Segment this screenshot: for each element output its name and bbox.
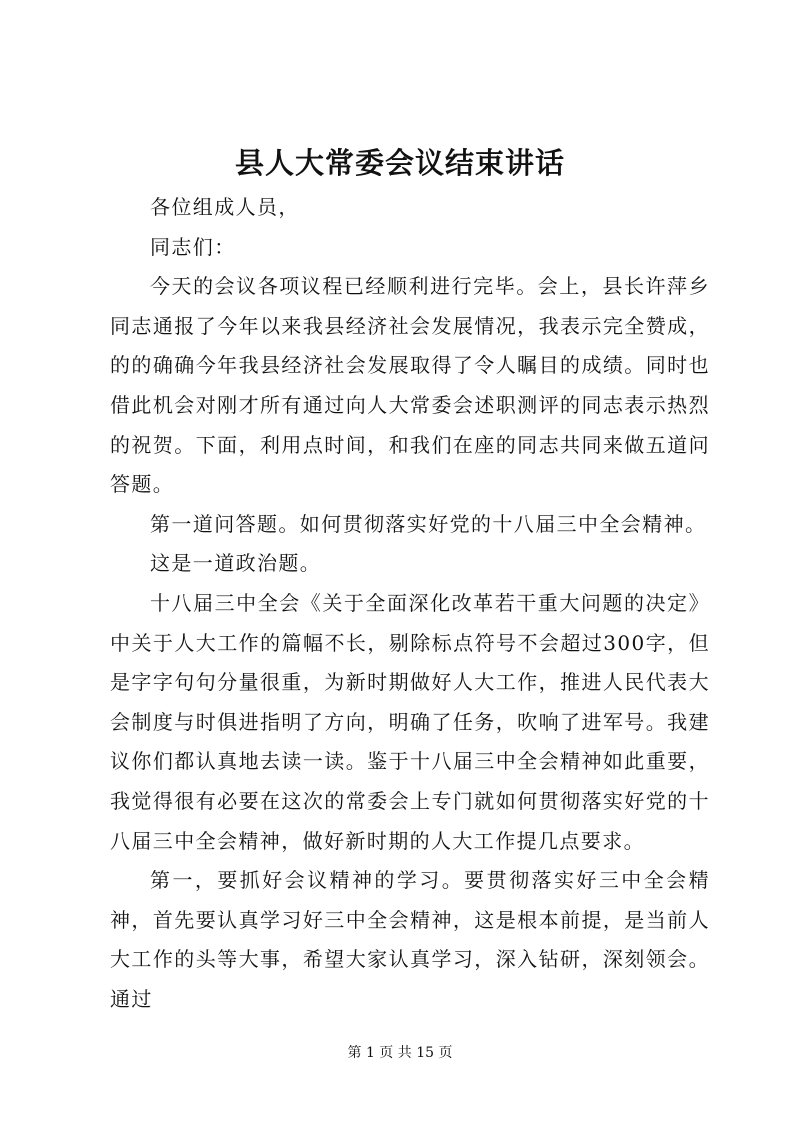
document-body [110,188,710,1019]
body-paragraph: 今天的会议各项议程已经顺利进行完毕。会上，县长许萍乡同志通报了今年以来我县经济社会发展情况，我表示完全赞成，的的确确今年我县经济社会发展取得了令人瞩目的成绩。同时也借此机会对刚才所有通过向人大常委会述职测评的同志表示热烈的祝贺。下面，利用点时间，和我们在座的同志共同来做五道问答题。 [110,274,710,497]
body-paragraph: 这是一道政治题。 [150,551,322,576]
salutation-paragraph: 各位组成人员， [150,195,300,219]
document-title: 县人大常委会议结束讲话 [234,146,565,180]
salutation-paragraph: 同志们： [150,234,236,259]
body-paragraph: 十八届三中全会《关于全面深化改革若干重大问题的决定》中关于人大工作的篇幅不长，剔除标点符号不会超过300字，但是字字句句分量很重，为新时期做好人大工作，推进人民代表大会制度与时俱进指明了方向，明确了任务，吹响了进军号。我建议你们都认真地去读一读。鉴于十八届三中全会精神如此重要，我觉得很有必要在这次的常委会上专门就如何贯彻落实好党的十八届三中全会精神，做好新时期的人大工作提几点要求。 [110,590,710,853]
body-paragraph: 第一道问答题。如何贯彻落实好党的十八届三中全会精神。 [150,511,707,536]
body-paragraph: 第一，要抓好会议精神的学习。要贯彻落实好三中全会精神，首先要认真学习好三中全会精神，这是根本前提，是当前人大工作的头等大事，希望大家认真学习，深入钻研，深刻领会。通过 [110,868,710,1011]
page-footer: 第 1 页 共 15 页 [347,1045,453,1061]
